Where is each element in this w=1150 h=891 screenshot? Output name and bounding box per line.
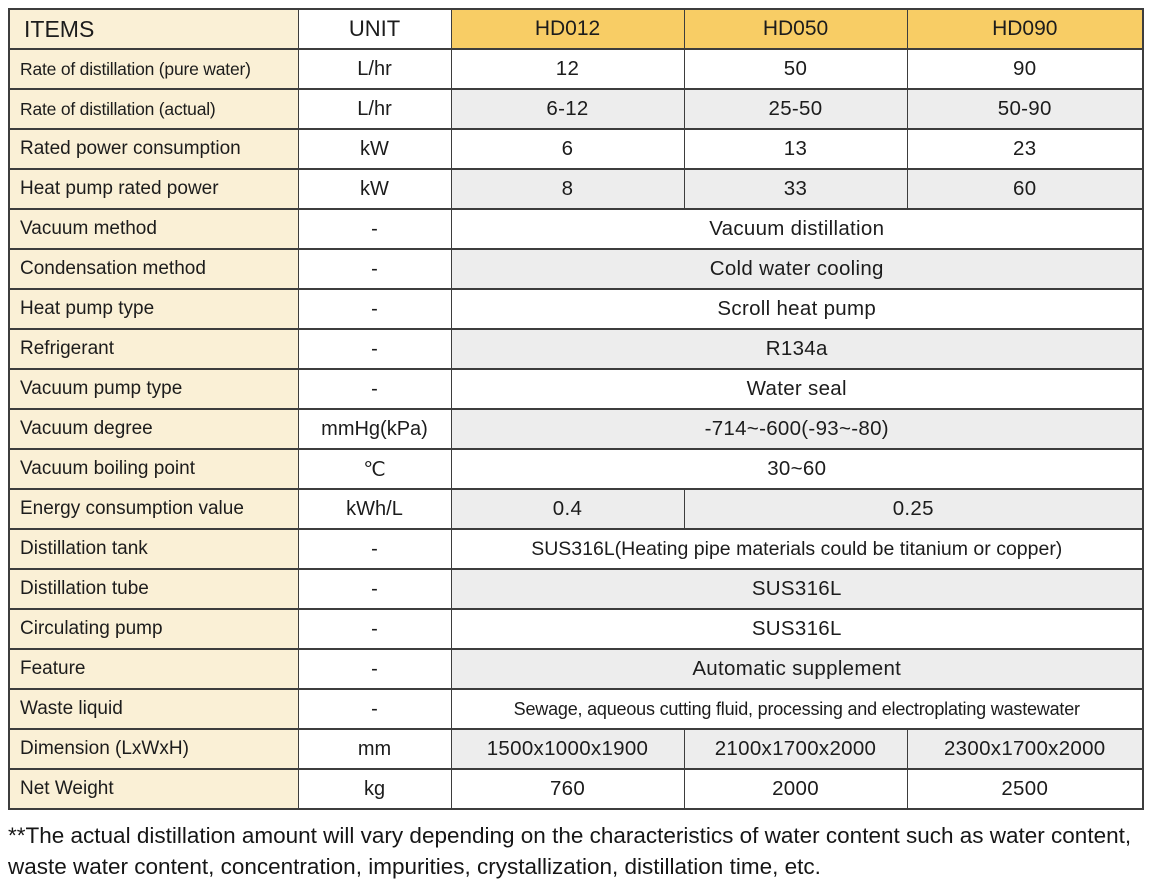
value-cell-all-models: SUS316L(Heating pipe materials could be titanium or copper)	[451, 529, 1143, 569]
value-cell-hd050: 13	[684, 129, 907, 169]
spec-row	[9, 249, 1143, 289]
column-header-hd090: HD090	[907, 9, 1143, 49]
value-cell-all-models: Sewage, aqueous cutting fluid, processing and electroplating wastewater	[451, 689, 1143, 729]
value-cell-hd050-hd090: 0.25	[684, 489, 1143, 529]
unit-cell: kW	[298, 169, 451, 209]
spec-row	[9, 769, 1143, 809]
value-cell-hd050: 2000	[684, 769, 907, 809]
item-label-cell: Refrigerant	[9, 329, 298, 369]
item-label-cell: Heat pump type	[9, 289, 298, 329]
unit-cell: mm	[298, 729, 451, 769]
item-label-cell: Rate of distillation (actual)	[9, 89, 298, 129]
item-label-cell: Distillation tube	[9, 569, 298, 609]
value-cell-hd090: 60	[907, 169, 1143, 209]
value-cell-all-models: Water seal	[451, 369, 1143, 409]
unit-cell: -	[298, 209, 451, 249]
spec-row	[9, 409, 1143, 449]
unit-cell: ℃	[298, 449, 451, 489]
unit-cell: -	[298, 369, 451, 409]
value-cell-hd012: 1500x1000x1900	[451, 729, 684, 769]
spec-row	[9, 209, 1143, 249]
unit-cell: kg	[298, 769, 451, 809]
spec-row	[9, 609, 1143, 649]
value-cell-all-models: SUS316L	[451, 609, 1143, 649]
item-label-cell: Energy consumption value	[9, 489, 298, 529]
value-cell-hd012: 760	[451, 769, 684, 809]
value-cell-hd050: 33	[684, 169, 907, 209]
unit-cell: L/hr	[298, 89, 451, 129]
value-cell-hd012: 6	[451, 129, 684, 169]
spec-row	[9, 89, 1143, 129]
item-label-cell: Feature	[9, 649, 298, 689]
unit-cell: -	[298, 289, 451, 329]
unit-cell: -	[298, 649, 451, 689]
unit-cell: -	[298, 249, 451, 289]
value-cell-hd012: 6-12	[451, 89, 684, 129]
spec-row	[9, 169, 1143, 209]
item-label-cell: Vacuum boiling point	[9, 449, 298, 489]
spec-row	[9, 529, 1143, 569]
column-header-hd012: HD012	[451, 9, 684, 49]
value-cell-hd012: 12	[451, 49, 684, 89]
item-label-cell: Dimension (LxWxH)	[9, 729, 298, 769]
spec-table	[8, 8, 1144, 810]
value-cell-hd090: 90	[907, 49, 1143, 89]
spec-row	[9, 49, 1143, 89]
unit-cell: -	[298, 529, 451, 569]
value-cell-hd090: 2500	[907, 769, 1143, 809]
value-cell-hd050: 2100x1700x2000	[684, 729, 907, 769]
header-row	[9, 9, 1143, 49]
value-cell-all-models: Cold water cooling	[451, 249, 1143, 289]
item-label-cell: Distillation tank	[9, 529, 298, 569]
unit-cell: L/hr	[298, 49, 451, 89]
spec-row	[9, 729, 1143, 769]
spec-row	[9, 689, 1143, 729]
item-label-cell: Net Weight	[9, 769, 298, 809]
value-cell-hd050: 50	[684, 49, 907, 89]
spec-row	[9, 449, 1143, 489]
item-label-cell: Rate of distillation (pure water)	[9, 49, 298, 89]
item-label-cell: Condensation method	[9, 249, 298, 289]
value-cell-hd012: 8	[451, 169, 684, 209]
spec-row	[9, 369, 1143, 409]
spec-table-body	[9, 49, 1143, 809]
item-label-cell: Waste liquid	[9, 689, 298, 729]
column-header-items: ITEMS	[9, 9, 298, 49]
column-header-unit: UNIT	[298, 9, 451, 49]
footnote: **The actual distillation amount will vary depending on the characteristics of water content such as water content, waste water content, concentration, impurities, crystallization, distillation time, etc.	[8, 823, 1132, 879]
spec-row	[9, 569, 1143, 609]
value-cell-all-models: SUS316L	[451, 569, 1143, 609]
unit-cell: kW	[298, 129, 451, 169]
value-cell-hd012: 0.4	[451, 489, 684, 529]
value-cell-all-models: Automatic supplement	[451, 649, 1143, 689]
item-label-cell: Rated power consumption	[9, 129, 298, 169]
spec-row	[9, 649, 1143, 689]
unit-cell: -	[298, 329, 451, 369]
column-header-hd050: HD050	[684, 9, 907, 49]
value-cell-all-models: R134a	[451, 329, 1143, 369]
unit-cell: mmHg(kPa)	[298, 409, 451, 449]
unit-cell: kWh/L	[298, 489, 451, 529]
value-cell-all-models: Scroll heat pump	[451, 289, 1143, 329]
item-label-cell: Vacuum method	[9, 209, 298, 249]
value-cell-all-models: 30~60	[451, 449, 1143, 489]
spec-row	[9, 329, 1143, 369]
spec-row	[9, 289, 1143, 329]
item-label-cell: Heat pump rated power	[9, 169, 298, 209]
spec-row	[9, 129, 1143, 169]
value-cell-hd090: 2300x1700x2000	[907, 729, 1143, 769]
spec-row	[9, 489, 1143, 529]
unit-cell: -	[298, 609, 451, 649]
item-label-cell: Circulating pump	[9, 609, 298, 649]
unit-cell: -	[298, 689, 451, 729]
value-cell-hd050: 25-50	[684, 89, 907, 129]
value-cell-all-models: -714~-600(-93~-80)	[451, 409, 1143, 449]
value-cell-hd090: 23	[907, 129, 1143, 169]
item-label-cell: Vacuum pump type	[9, 369, 298, 409]
value-cell-all-models: Vacuum distillation	[451, 209, 1143, 249]
value-cell-hd090: 50-90	[907, 89, 1143, 129]
item-label-cell: Vacuum degree	[9, 409, 298, 449]
unit-cell: -	[298, 569, 451, 609]
